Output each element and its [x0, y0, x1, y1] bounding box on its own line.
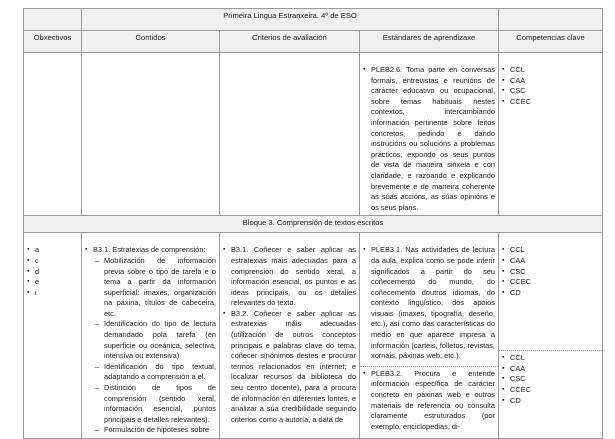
curriculum-table [23, 8, 603, 439]
competence-item: ▪ CCEC [502, 385, 599, 396]
content-item: – Identificación do tipo de lectura demandado pola tarefa (en superficie ou oceánica, selectiva, intensiva ou extensiva) [95, 319, 216, 361]
competence-item: ▪ CAA [502, 76, 599, 87]
objective-item: ▪ d [27, 267, 78, 278]
competence-item: ▪ CCL [502, 65, 599, 76]
content-item: – Distinción de tipos de comprensión (sentido xeral, información esencial, puntos principais e detalles relevantes). [95, 383, 216, 425]
content-item: – Formulación de hipóteses sobre [95, 425, 216, 436]
competence-item: ▪ CD [502, 288, 599, 299]
header-standards: Estándares de aprendizaxe [360, 31, 499, 53]
table-row [24, 53, 603, 216]
standard-pleb2-6: ▪ PLEB2.6. Toma parte en conversas formais, entrevistas e reunións de carácter educativo ou ocupacional, sobre temas habituais nestes contextos, intercambiando información pertinente sobre feitos concretos, pedindo e dando instrucións ou solucións a problemas prácticos, expondo os seus puntos de vista de maneira sinxela e con claridade, e razoando e explicando brevemente e de maneira coherente as súas accións, as súas opinións e os seus plans. [363, 65, 495, 213]
header-competences: Competencias clave [499, 31, 603, 53]
competence-item: ▪ CCEC [502, 277, 599, 288]
standard-cell [360, 53, 499, 216]
competence-item: ▪ CCL [502, 353, 599, 364]
competence-item: ▪ CAA [502, 364, 599, 375]
competence-item: ▪ CAA [502, 256, 599, 267]
header-criteria: Criterios de avaliación [220, 31, 360, 53]
objective-item: ▪ a [27, 245, 78, 256]
competence-item: ▪ CSC [502, 374, 599, 385]
criterion-b3-2: ▪ B3.2. Coñecer e saber aplicar as estratexias máis adecuadas (utilización de outros conceptos principais e palabras clave do tema, coñecer sinónimos destes e procurar termos relacionados en internet; e localizar recursos da biblioteca do seu centro docente), para a procura de información en diferentes fontes, e analizar a súa credibilidade seguindo criterios como a autoría, a data de [223, 309, 356, 426]
table-row [24, 233, 603, 439]
standards-cell [360, 233, 499, 439]
criteria-cell [220, 233, 360, 439]
objective-item: ▪ c [27, 256, 78, 267]
block-title: Bloque 3. Comprensión de textos escritos [24, 216, 603, 233]
column-header-row [24, 31, 603, 53]
title-row [24, 9, 603, 31]
objective-item: ▪ i [27, 288, 78, 299]
content-item: – Mobilización de información previa sobre o tipo de tarefa e o tema a partir da información superficial: imaxes, organización na páxina, títulos de cabeceira, etc. [95, 256, 216, 320]
block-title-row [24, 216, 603, 233]
objectives-cell [24, 233, 82, 439]
header-contents: Contidos [82, 31, 220, 53]
competence-item: ▪ CSC [502, 267, 599, 278]
standard-pleb3-2: ▪ PLEB3.2. Procura e entende información específica de carácter concreto en páxinas web e outros materiais de referencia ou consulta claramente estruturados (por exemplo, enciclopedias, di- [363, 369, 495, 433]
contents-cell [82, 233, 220, 439]
standard-pleb3-1: ▪ PLEB3.1. Nas actividades de lectura da aula, explica como se pode inferir significados a partir do seu coñecemento do mundo, do coñecemento doutros idiomas, do contexto lingüístico, dos apoios visuais (imaxes, tipografía, deseño, etc.), así como das características do medio en que aparece impresa a información (carteis, folletos, revistas, xornais, páxinas web, etc.). [363, 245, 495, 362]
document-title: Primeira Lingua Estranxeira. 4º de ESO [82, 9, 499, 31]
competences-cell [499, 233, 603, 439]
content-item: – Identificación do tipo textual, adaptando a comprensión a el. [95, 362, 216, 383]
header-objectives: Obxectivos [24, 31, 82, 53]
competence-item: ▪ CCL [502, 245, 599, 256]
competences-cell [499, 53, 603, 216]
objective-item: ▪ e [27, 277, 78, 288]
content-heading: ▪ B3.1. Estratexias de comprensión: – Mobilización de información previa sobre o tipo de tarefa e o tema a partir da información superficial: imaxes, organización na páxina, títulos de cabeceira, etc. – Identificación do tipo de lectura demandado pola tarefa (en superficie ou oceánica, selectiva, intensiva ou extensiva) – Identificación do tipo textual, adaptando a comprensión a el. – Distinción de tipos de comprensión (sentido xeral, información esencial, puntos principais e detalles relevantes). – Formulación de hipóteses sobre [85, 245, 216, 436]
competence-item: ▪ CSC [502, 86, 599, 97]
competence-item: ▪ CCEC [502, 97, 599, 108]
competence-item: ▪ CD [502, 396, 599, 407]
criterion-b3-1: ▪ B3.1. Coñecer e saber aplicar as estratexias máis adecuadas para a comprensión do sentido xeral, a información esencial, os puntos e as ideas principais, ou os detalles relevantes do texto. [223, 245, 356, 309]
